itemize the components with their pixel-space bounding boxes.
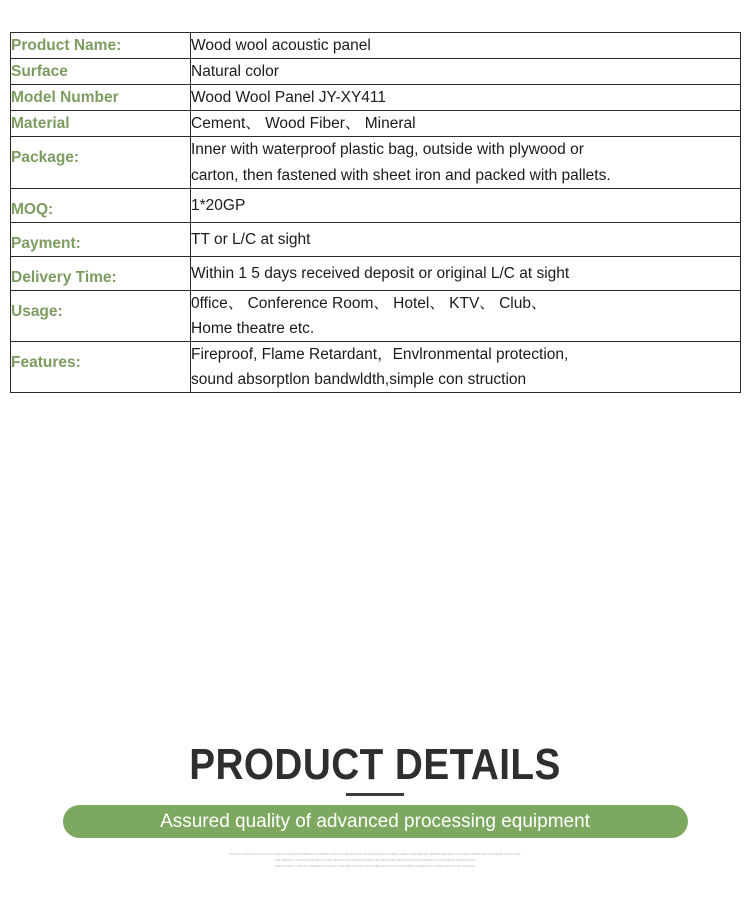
spec-value-line: Natural color xyxy=(191,63,279,81)
spec-value-line: 0ffice、 Conference Room、 Hotel、 KTV、 Club、 xyxy=(191,294,547,312)
fine-print-text xyxy=(0,852,750,871)
spec-value-line: sound absorptlon bandwldth,simple con struction xyxy=(191,371,527,389)
spec-label-product-name: Product Name: xyxy=(11,33,191,59)
spec-value-usage xyxy=(191,290,741,341)
spec-value-delivery-time xyxy=(191,256,741,290)
table-row xyxy=(11,341,741,392)
table-row xyxy=(11,59,741,85)
fine-print-line: AND IS WIDELY USED IN CONFERENCE ROOMS THEATRES STUDIOS AND OTHER ACOUSTIC ENVIRONMENTS REQUIRING CONSISTENT SOUND CONTROL xyxy=(274,865,476,869)
fine-print-line: NATURAL WOOD WOOL ACOUSTIC PANEL IS AN ENVIRONMENTALLY FRIENDLY DECORATIVE MATERIAL MADE FROM WOOD FIBER CEMENT AND MINERAL BINDER PRESSED AND CURED UNDER HIGH PRESSURE CONDITIONS xyxy=(229,853,521,856)
spec-value-line: Within 1 5 days received deposit or original L/C at sight xyxy=(191,264,570,282)
spec-value-package xyxy=(191,137,741,188)
spec-value-line: Home theatre etc. xyxy=(191,319,315,337)
spec-value-line: Wood wool acoustic panel xyxy=(191,37,371,54)
spec-label-line: Number xyxy=(60,88,119,106)
spec-label-delivery-time: Delivery Time: xyxy=(11,256,191,290)
spec-value-line: carton, then fastened with sheet iron and packed with pallets. xyxy=(191,166,611,184)
spec-value-line: Cement、 Wood Fiber、 Mineral xyxy=(191,115,416,133)
fine-print-line: THE PRODUCT OFFERS EXCELLENT SOUND ABSORPTION FIRE RESISTANCE AND MOISTURE RESISTANCE PERFORMANCE FOR INTERIOR APPLICATIONS xyxy=(274,859,476,863)
spec-value-line: Fireproof, Flame Retardant，Envlronmental protection, xyxy=(191,345,569,363)
quality-banner: Assured quality of advanced processing equipment xyxy=(63,805,688,838)
spec-value-line: Inner with waterproof plastic bag, outside with plywood or xyxy=(191,141,584,159)
table-row xyxy=(11,137,741,188)
table-row xyxy=(11,222,741,256)
table-row xyxy=(11,188,741,222)
spec-value-product-name xyxy=(191,33,741,59)
specification-table-body xyxy=(11,33,741,393)
spec-value-line: 1*20GP xyxy=(191,196,246,214)
title-underline-rule xyxy=(346,793,404,796)
product-details-section xyxy=(0,742,750,838)
spec-value-surface xyxy=(191,59,741,85)
spec-label-model-number xyxy=(11,85,191,111)
spec-label-line: Model xyxy=(11,88,56,106)
spec-value-material xyxy=(191,111,741,137)
spec-value-moq xyxy=(191,188,741,222)
spec-label-payment: Payment: xyxy=(11,222,191,256)
spec-label-surface: Surface xyxy=(11,59,191,85)
spec-label-usage: Usage: xyxy=(11,290,191,341)
table-row xyxy=(11,290,741,341)
table-row xyxy=(11,85,741,111)
table-row xyxy=(11,111,741,137)
spec-label-material: Material xyxy=(11,111,191,137)
product-details-title: PRODUCT DETAILS xyxy=(189,740,561,789)
spec-value-line: Wood Wool Panel JY-XY411 xyxy=(191,89,387,107)
spec-value-payment xyxy=(191,222,741,256)
table-row xyxy=(11,33,741,59)
spec-label-features: Features: xyxy=(11,341,191,392)
spec-value-model-number xyxy=(191,85,741,111)
spec-value-line: TT or L/C at sight xyxy=(191,230,311,248)
spec-label-package: Package: xyxy=(11,137,191,188)
table-row xyxy=(11,256,741,290)
spec-value-features xyxy=(191,341,741,392)
specification-table xyxy=(10,32,741,393)
spec-label-moq: MOQ: xyxy=(11,188,191,222)
